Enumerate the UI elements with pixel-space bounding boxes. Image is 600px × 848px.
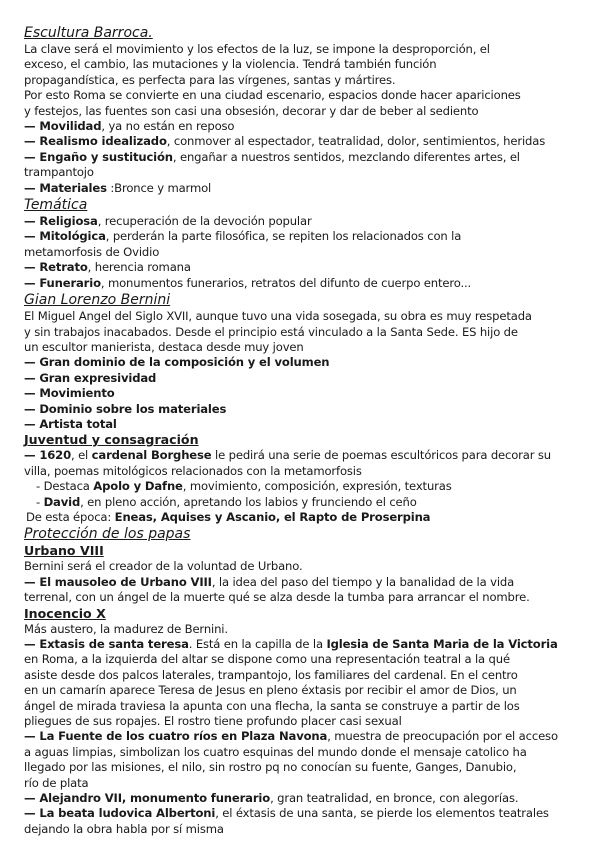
list-item-term: — Extasis de santa teresa bbox=[24, 637, 189, 651]
list-item-text: , gran teatralidad, en bronce, con alegorías. bbox=[270, 791, 519, 806]
list-item bbox=[24, 729, 586, 744]
list-item-text: , movimiento, composición, expresión, texturas bbox=[182, 479, 452, 494]
list-item-text: - Destaca bbox=[36, 479, 94, 494]
list-item-continuation: villa, poemas mitológicos relacionados con la metamorfosis bbox=[24, 463, 362, 478]
list-item-term: — Religiosa bbox=[24, 214, 98, 229]
list-item-term: — La beata ludovica Albertoni bbox=[24, 806, 216, 821]
paragraph-line: y sin trabajos inacabados. Desde el principio está vinculado a la Santa Sede. ES hijo de bbox=[24, 324, 518, 339]
list-item-text: metamorfosis de Ovidio bbox=[24, 244, 160, 259]
list-item-term: cardenal Borghese bbox=[91, 448, 212, 463]
list-item bbox=[24, 791, 586, 806]
paragraph-line: La clave será el movimiento y los efectos de la luz, se impone la desproporción, el bbox=[24, 42, 490, 56]
section-title-proteccion: Protección de los papas bbox=[24, 526, 191, 543]
paragraph-line: propagandística, es perfecta para las vírgenes, santas y mártires. bbox=[24, 72, 396, 87]
list-item-continuation: río de plata bbox=[24, 775, 89, 790]
list-item-term: Apolo y Dafne bbox=[93, 479, 183, 494]
list-item-text: , el éxtasis de una santa, se pierde los elementos teatrales bbox=[215, 806, 549, 821]
subsection-title-inocencio: Inocencio X bbox=[24, 605, 106, 621]
list-item-term: — Gran expresividad bbox=[24, 370, 157, 385]
list-item-text: , conmover al espectador, teatralidad, dolor, sentimientos, heridas bbox=[166, 134, 546, 149]
list-item bbox=[24, 448, 586, 463]
subsection-title-urbano: Urbano VIII bbox=[24, 543, 104, 559]
list-item-term: — Movilidad bbox=[24, 119, 102, 134]
list-item-text: :Bronce y marmol bbox=[106, 180, 212, 195]
section-title-bernini: Gian Lorenzo Bernini bbox=[24, 292, 171, 309]
list-item-term: — Realismo idealizado bbox=[24, 134, 167, 149]
list-item bbox=[24, 150, 586, 165]
list-item-text: , herencia romana bbox=[87, 260, 191, 275]
list-item-continuation: ángel de mirada traviesa la apunta con una flecha, la santa se construye a partir de los bbox=[24, 698, 520, 713]
list-item-term: David bbox=[43, 494, 81, 509]
list-item-term: — Materiales bbox=[24, 180, 107, 195]
list-item-text: , en pleno acción, apretando los labios y frunciendo el ceño bbox=[80, 494, 417, 509]
list-item bbox=[24, 134, 586, 149]
list-item-continuation: pliegues de sus ropajes. El rostro tiene profundo placer casi sexual bbox=[24, 714, 402, 729]
list-item bbox=[24, 417, 586, 432]
list-item-text: , monumentos funerarios, retratos del difunto de cuerpo entero... bbox=[100, 275, 472, 290]
list-item-text: le pedirá una serie de poemas escultóricos para decorar su bbox=[211, 448, 551, 463]
list-item-text: , el bbox=[71, 448, 92, 463]
list-item bbox=[24, 276, 586, 291]
list-item-term: Eneas, Aquises y Ascanio, el Rapto de Proserpina bbox=[114, 509, 431, 524]
list-item-term: Iglesia de Santa Maria de la Victoria bbox=[326, 637, 558, 651]
list-item bbox=[24, 402, 586, 417]
list-item bbox=[24, 386, 586, 401]
list-item-term: — El mausoleo de Urbano VIII bbox=[24, 574, 212, 589]
list-item-term: — Retrato bbox=[24, 260, 88, 275]
list-item-text: De esta época: bbox=[26, 509, 115, 524]
list-item bbox=[24, 806, 586, 821]
list-item-term: — Gran dominio de la composición y el volumen bbox=[24, 355, 330, 370]
list-item-text: , la idea del paso del tiempo y la banalidad de la vida bbox=[211, 574, 515, 589]
list-item-continuation bbox=[24, 245, 586, 260]
paragraph-line: un escultor manierista, destaca desde muy joven bbox=[24, 339, 304, 354]
list-item-continuation: dejando la obra habla por sí misma bbox=[24, 821, 224, 836]
list-item-text: , muestra de preocupación por el acceso bbox=[327, 729, 558, 744]
list-item-term: — Alejandro VII, monumento funerario bbox=[24, 791, 271, 806]
list-item bbox=[24, 637, 586, 652]
list-item-term: — Mitológica bbox=[24, 229, 106, 244]
section-title-tematica: Temática bbox=[24, 197, 88, 214]
list-item-continuation: a aguas limpias, simbolizan los cuatro esquinas del mundo donde el mensaje catolico ha bbox=[24, 744, 527, 759]
list-item-term: — Dominio sobre los materiales bbox=[24, 401, 227, 416]
list-item-term: — La Fuente de los cuatro ríos en Plaza Navona bbox=[24, 729, 328, 744]
list-item-continuation: terrenal, con un ángel de la muerte qué se alza desde la tumba para arrancar el nombre. bbox=[24, 590, 530, 605]
list-item-term: — Movimiento bbox=[24, 386, 115, 401]
list-item-continuation: en Roma, a la izquierda del altar se dispone como una representación teatral a la qué bbox=[24, 652, 510, 667]
list-item-term: — Artista total bbox=[24, 416, 117, 431]
paragraph-line: Por esto Roma se convierte en una ciudad escenario, espacios donde hacer apariciones bbox=[24, 88, 521, 103]
list-item-continuation: llegado por las misiones, el nilo, sin rostro pq no conocían su fuente, Ganges, Danubio, bbox=[24, 760, 517, 775]
paragraph-line: El Miguel Angel del Siglo XVII, aunque tuvo una vida sosegada, su obra es muy respetada bbox=[24, 309, 532, 324]
sub-list-item bbox=[24, 479, 586, 494]
list-item bbox=[24, 119, 586, 134]
paragraph-line: y festejos, las fuentes son casi una obsesión, decorar y dar de beber al sediento bbox=[24, 103, 479, 118]
paragraph-line: Bernini será el creador de la voluntad de Urbano. bbox=[24, 559, 303, 574]
list-item-term: — Funerario bbox=[24, 275, 101, 290]
list-item-text: , perderán la parte filosófica, se repiten los relacionados con la bbox=[105, 229, 462, 244]
list-item-text: trampantojo bbox=[24, 165, 94, 180]
list-item bbox=[24, 355, 586, 370]
list-item-term: — Engaño y sustitución bbox=[24, 149, 173, 164]
list-item-text: . Está en la capilla de la bbox=[188, 637, 327, 651]
subsection-title-juventud: Juventud y consagración bbox=[24, 432, 199, 448]
list-item bbox=[24, 575, 586, 590]
list-item-term: — 1620 bbox=[24, 448, 71, 463]
paragraph-line bbox=[24, 510, 586, 525]
list-item-text: , engañar a nuestros sentidos, mezclando diferentes artes, el bbox=[172, 149, 520, 164]
list-item-text: - bbox=[36, 494, 44, 509]
list-item bbox=[24, 229, 586, 244]
paragraph-line: exceso, el cambio, las mutaciones y la violencia. Tendrá también función bbox=[24, 57, 437, 72]
list-item-continuation: en un camarín aparece Teresa de Jesus en pleno éxtasis por recibir el amor de Dios, un bbox=[24, 683, 517, 698]
list-item-text: , recuperación de la devoción popular bbox=[97, 214, 312, 229]
list-item bbox=[24, 181, 586, 196]
sub-list-item bbox=[24, 495, 586, 510]
paragraph-line: Más austero, la madurez de Bernini. bbox=[24, 621, 228, 636]
list-item-text: , ya no están en reposo bbox=[101, 119, 235, 134]
section-title-escultura: Escultura Barroca. bbox=[24, 25, 153, 41]
list-item-continuation bbox=[24, 165, 586, 180]
list-item bbox=[24, 371, 586, 386]
list-item bbox=[24, 260, 586, 275]
list-item bbox=[24, 214, 586, 229]
list-item-continuation: asiste desde dos palcos laterales, trampantojo, los familiares del cardenal. En el centro bbox=[24, 667, 518, 682]
